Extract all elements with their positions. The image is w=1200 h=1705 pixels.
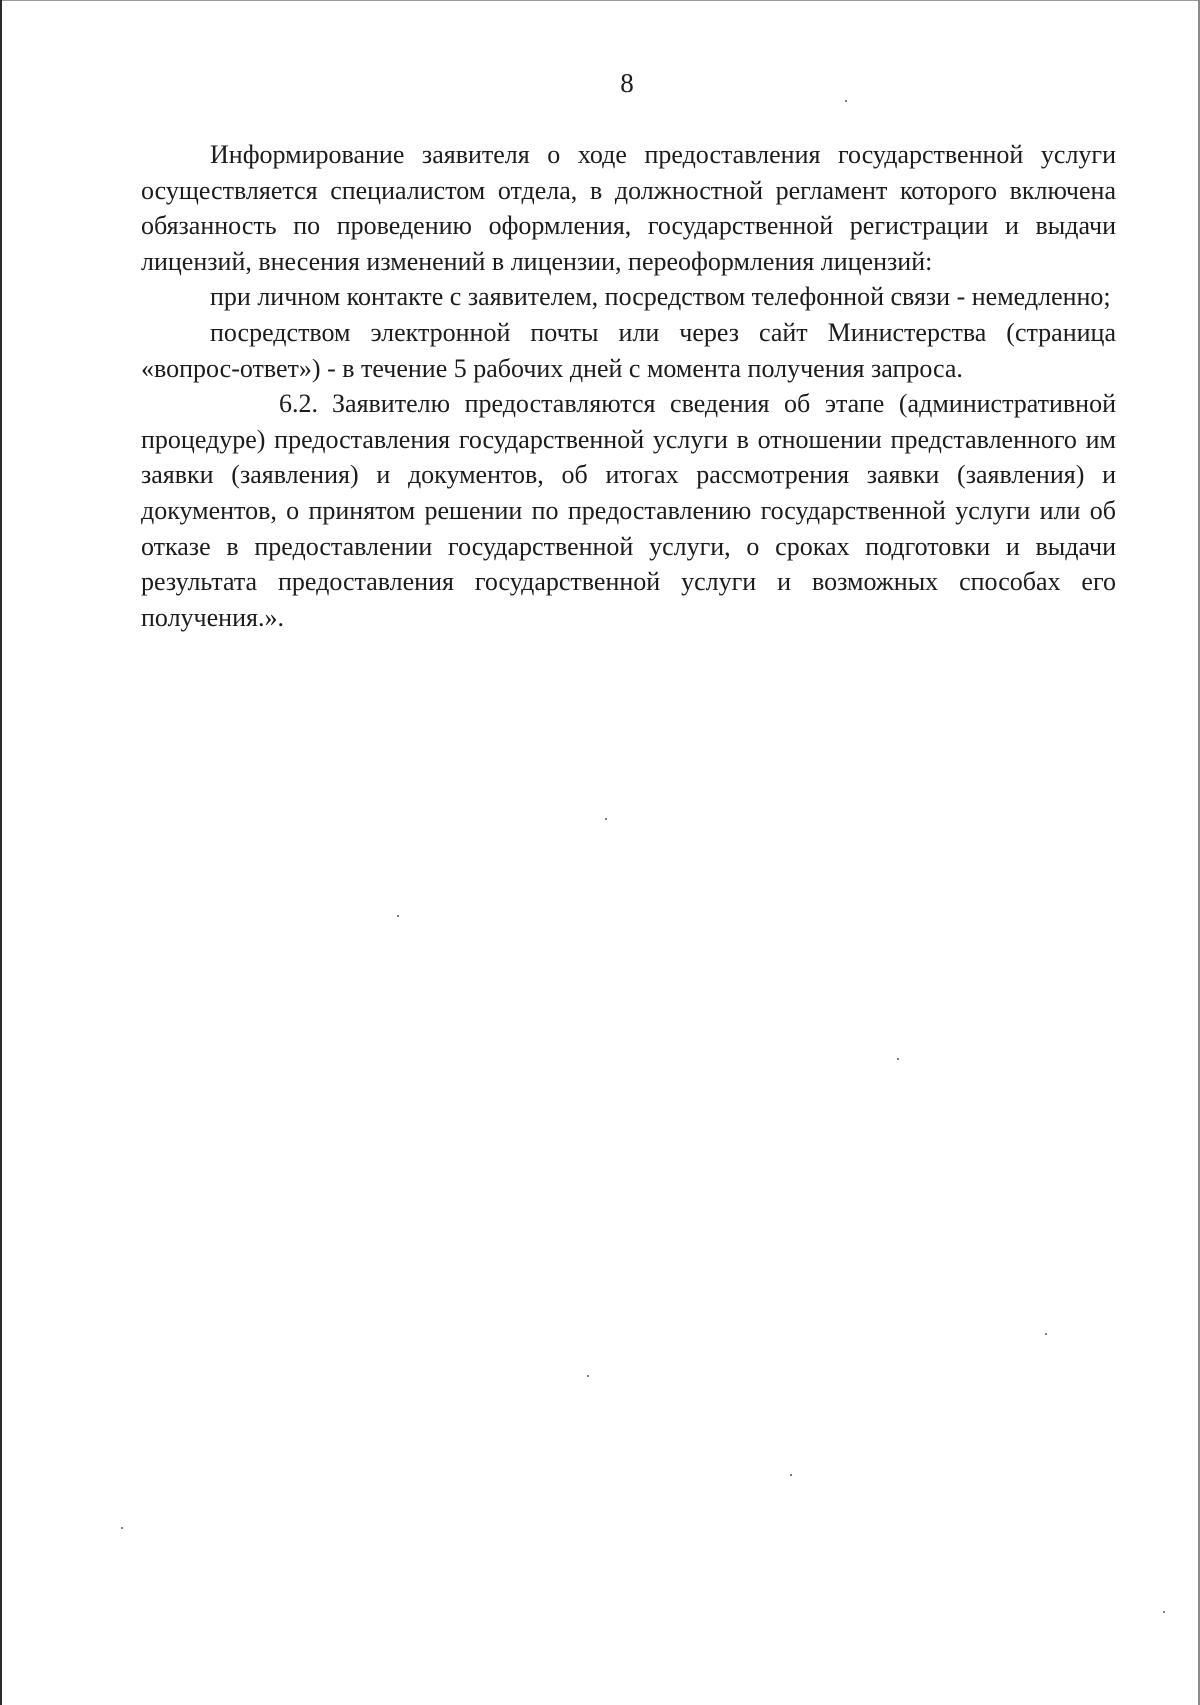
paragraph-text: Информирование заявителя о ходе предоставления государственной услуги осуществляется специалистом отдела, в должностной регламент которого включена обязанность по проведению оформления, государственной регистрации и выдачи лицензий, внесения изменений в лицензии, переоформления лицензий: bbox=[141, 140, 1116, 276]
scan-speck bbox=[897, 1058, 899, 1060]
scan-speck bbox=[397, 915, 399, 917]
scan-speck bbox=[121, 1527, 123, 1529]
scan-speck bbox=[845, 100, 847, 102]
document-body bbox=[141, 137, 1116, 635]
paragraph-text: Заявителю предоставляются сведения об этапе (административной процедуре) предоставления государственной услуги в отношении представленного им заявки (заявления) и документов, об итогах рассмотрения заявки (заявления) и документов, о принятом решении по предоставлению государственной услуги или об отказе в предоставлении государственной услуги, о сроках подготовки и выдачи результата предоставления государственной услуги и возможных способах его получения.». bbox=[141, 389, 1116, 632]
paragraph-personal-contact bbox=[141, 279, 1116, 315]
scan-speck bbox=[1045, 1333, 1047, 1335]
scan-left-edge bbox=[0, 0, 2, 1705]
scan-top-edge bbox=[0, 0, 1200, 1]
paragraph-6-2 bbox=[141, 386, 1116, 635]
paragraph-text: посредством электронной почты или через сайт Министерства (страница «вопрос-ответ») - в течение 5 рабочих дней с момента получения запроса. bbox=[141, 317, 1116, 383]
clause-number: 6.2. bbox=[279, 389, 318, 419]
scan-speck bbox=[1163, 1611, 1165, 1613]
paragraph-text: при личном контакте с заявителем, посредством телефонной связи - немедленно; bbox=[210, 282, 1111, 312]
paragraph-informing bbox=[141, 137, 1116, 279]
scan-speck bbox=[790, 1474, 792, 1476]
paragraph-email bbox=[141, 315, 1116, 386]
scan-speck bbox=[587, 1375, 589, 1377]
scan-speck bbox=[605, 818, 607, 820]
page-number: 8 bbox=[620, 68, 634, 98]
